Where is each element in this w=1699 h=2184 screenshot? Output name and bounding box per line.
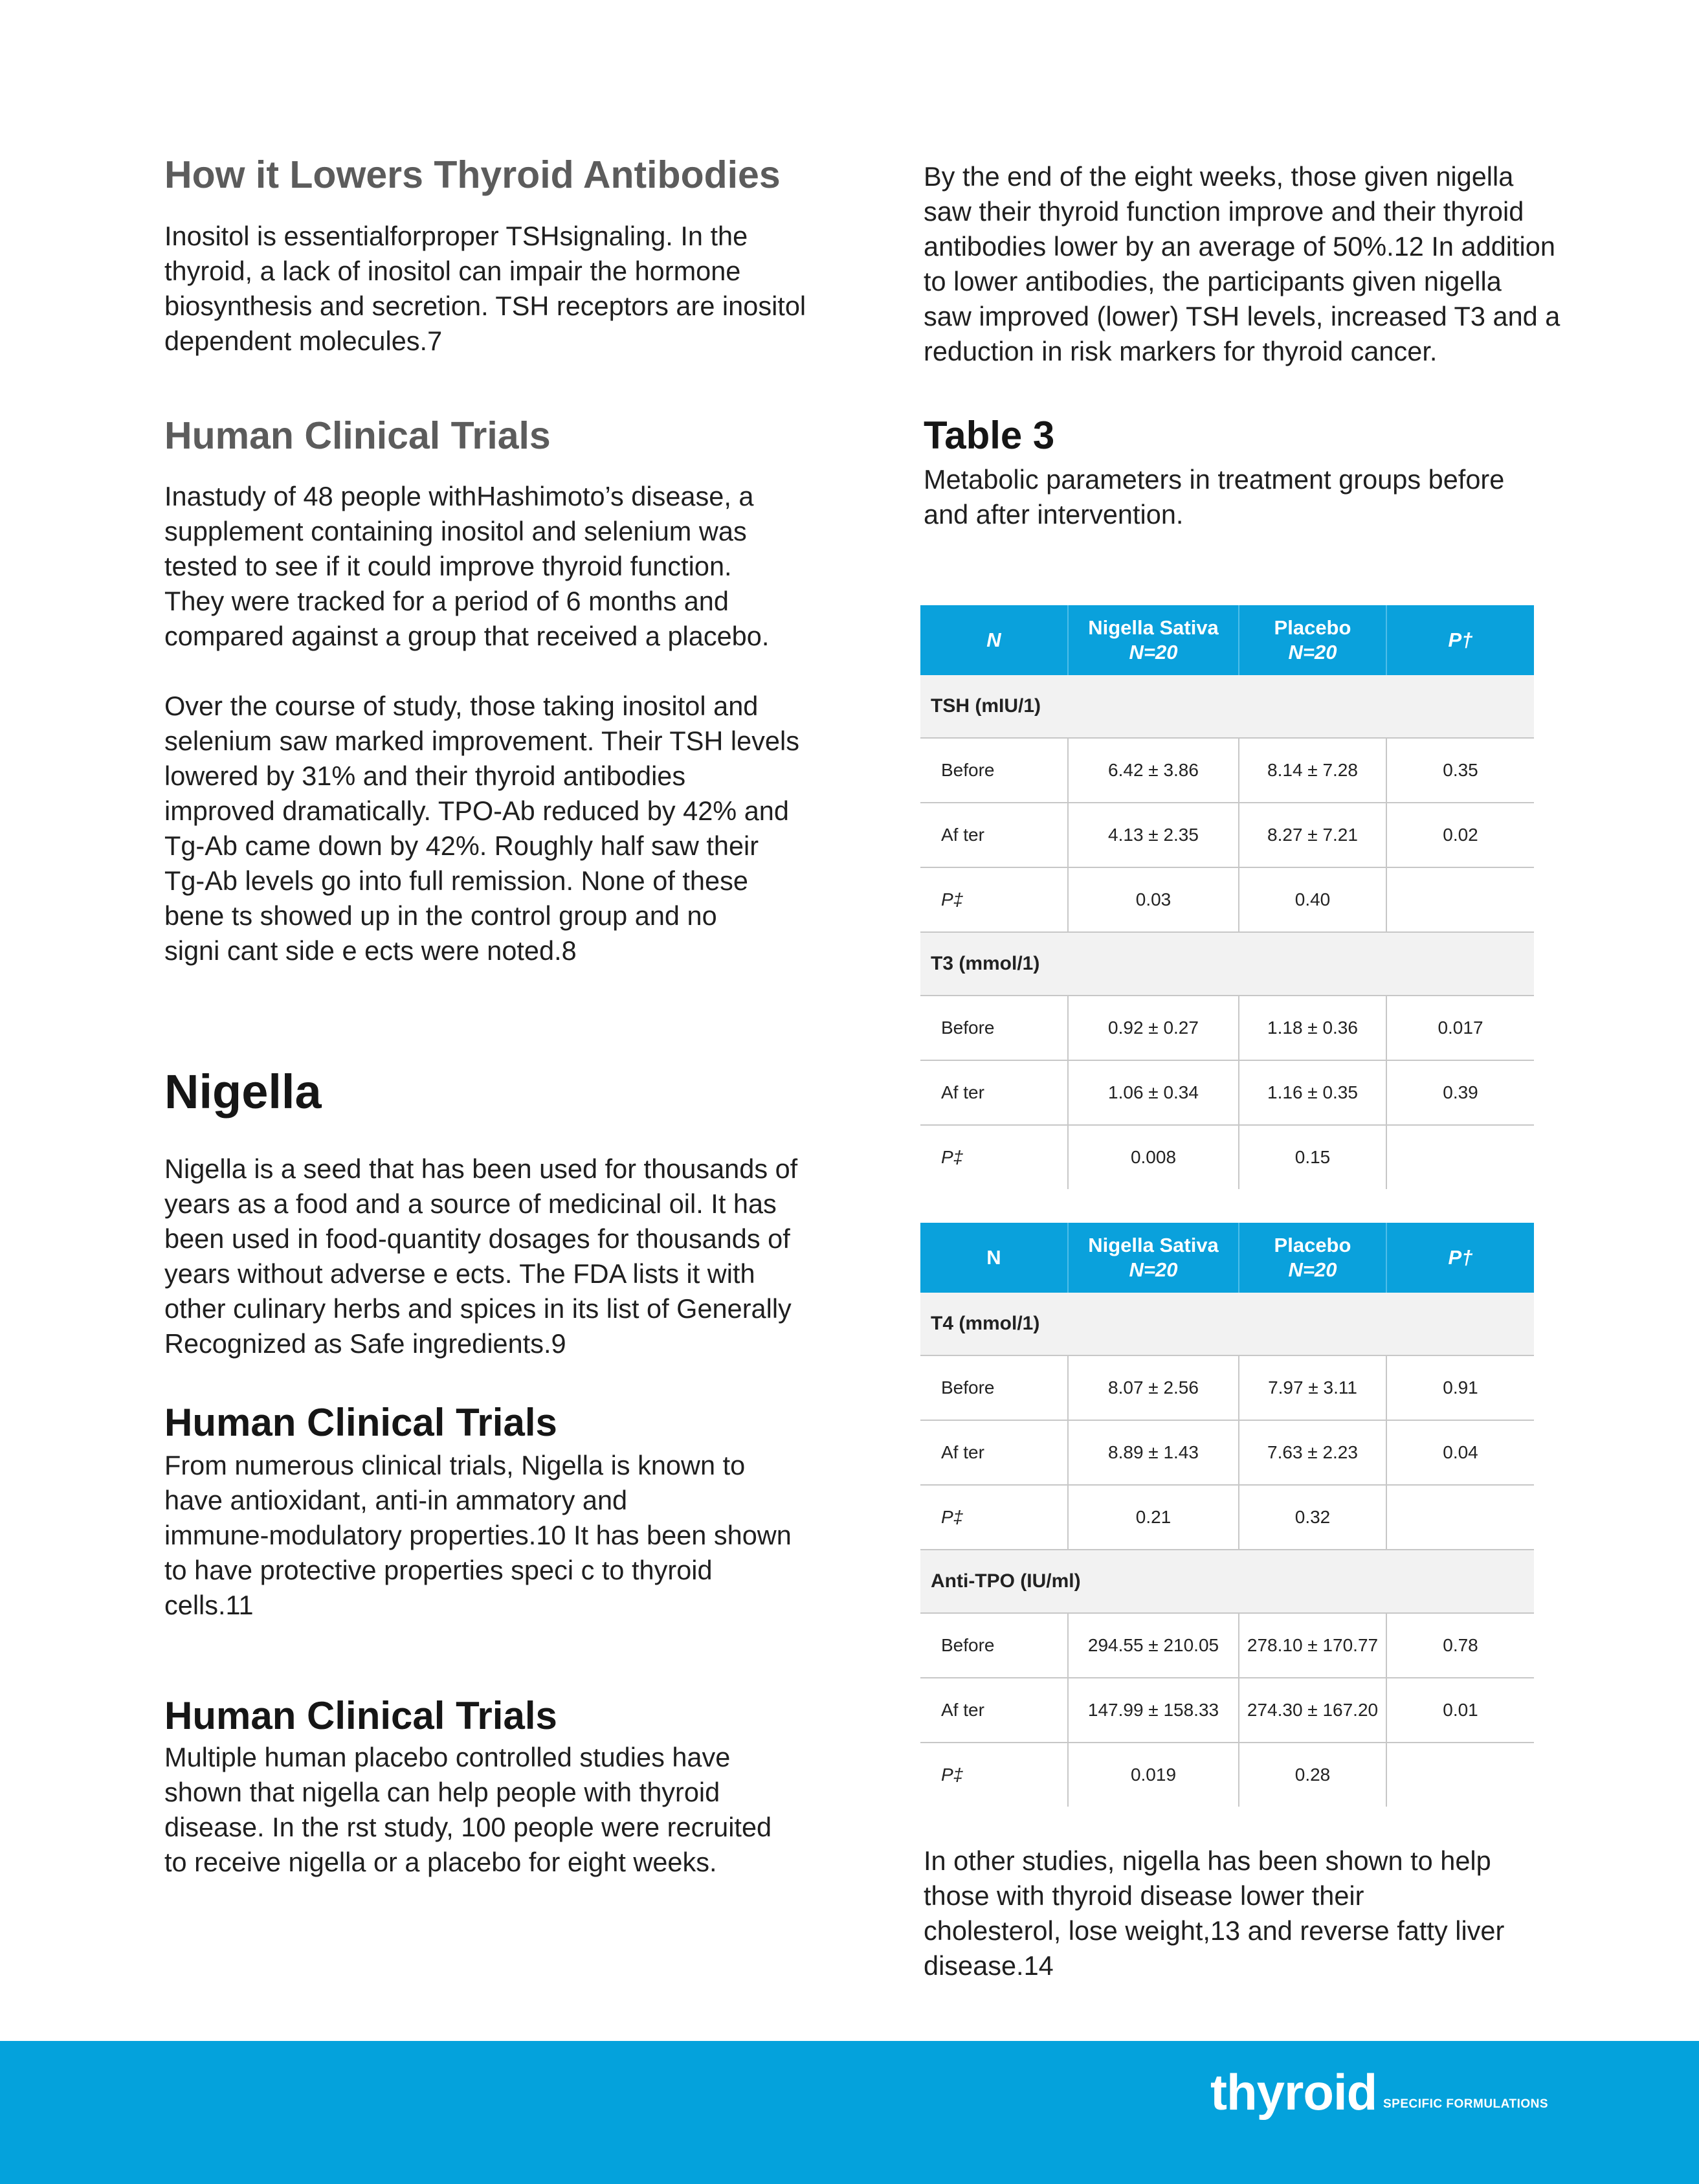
header-n: N	[920, 605, 1068, 675]
paragraph-nigella-properties: From numerous clinical trials, Nigella is known to have antioxidant, anti-in ammatory and immune-modulatory properties.10 It has been shown to have protective properties speci c to thyroid cells.11	[164, 1450, 792, 1620]
table-row: Before 294.55 ± 210.05 278.10 ± 170.77 0.78	[920, 1613, 1534, 1678]
table-row: Af ter 4.13 ± 2.35 8.27 ± 7.21 0.02	[920, 803, 1534, 867]
table-row: Af ter 1.06 ± 0.34 1.16 ± 0.35 0.39	[920, 1060, 1534, 1125]
table-title: Table 3	[924, 414, 1055, 457]
brand-tagline: SPECIFIC FORMULATIONS	[1383, 2097, 1549, 2111]
header-p: P†	[1386, 605, 1534, 675]
header-nigella: Nigella Sativa N=20	[1068, 605, 1239, 675]
header-placebo: Placebo N=20	[1239, 1223, 1386, 1293]
table-row: Before 0.92 ± 0.27 1.18 ± 0.36 0.017	[920, 996, 1534, 1060]
table-caption: Metabolic parameters in treatment groups before and after intervention.	[924, 464, 1505, 529]
section-row-tsh: TSH (mIU/1)	[920, 675, 1534, 738]
paragraph-eight-week-results: By the end of the eight weeks, those given nigella saw their thyroid function improve and their thyroid antibodies lower by an average of 50%.12 In addition to lower antibodies, the participants given nigella saw improved (lower) TSH levels, increased T3 and a reduction in risk markers for thyroid cancer.	[924, 161, 1560, 366]
nigella-clinical-trials-heading-1: Human Clinical Trials	[164, 1401, 557, 1444]
paragraph-nigella-intro: Nigella is a seed that has been used for thousands of years as a food and a source of medicinal oil. It has been used in food-quantity dosages for thousands of years without adverse e ects. The FDA lists it with other culinary herbs and spices in its list of Generally Recognized as Safe ingredients.9	[164, 1153, 798, 1359]
table-row: P‡ 0.03 0.40	[920, 867, 1534, 932]
table-row: P‡ 0.019 0.28	[920, 1743, 1534, 1807]
table-header-row	[920, 1223, 1534, 1293]
header-p: P†	[1386, 1223, 1534, 1293]
header-n: N	[920, 1223, 1068, 1293]
table-row: Before 6.42 ± 3.86 8.14 ± 7.28 0.35	[920, 738, 1534, 803]
table-row: Af ter 147.99 ± 158.33 274.30 ± 167.20 0.01	[920, 1678, 1534, 1743]
brand-logo: thyroid	[1210, 2064, 1377, 2121]
metabolic-table-1	[920, 605, 1534, 1189]
section-heading-clinical-trials: Human Clinical Trials	[164, 414, 551, 457]
footer-bar	[0, 2041, 1699, 2184]
paragraph-placebo-studies: Multiple human placebo controlled studies have shown that nigella can help people with thyroid disease. In the rst study, 100 people were recruited to receive nigella or a placebo for eight weeks.	[164, 1742, 772, 1877]
paragraph-other-studies: In other studies, nigella has been shown to help those with thyroid disease lower their cholesterol, lose weight,13 and reverse fatty liver disease.14	[924, 1845, 1505, 1981]
header-placebo: Placebo N=20	[1239, 605, 1386, 675]
section-heading-antibodies: How it Lowers Thyroid Antibodies	[164, 153, 781, 196]
table-row: Before 8.07 ± 2.56 7.97 ± 3.11 0.91	[920, 1355, 1534, 1420]
table-header-row	[920, 605, 1534, 675]
nigella-clinical-trials-heading-2: Human Clinical Trials	[164, 1694, 557, 1737]
paragraph-inositol: Inositol is essentialforproper TSHsignaling. In the thyroid, a lack of inositol can impair the hormone biosynthesis and secretion. TSH receptors are inositol dependent molecules.7	[164, 221, 806, 356]
paragraph-hashimoto-study: Inastudy of 48 people withHashimoto’s disease, a supplement containing inositol and selenium was tested to see if it could improve thyroid function. They were tracked for a period of 6 months and compared against a group that received a placebo.	[164, 481, 770, 651]
table-row: P‡ 0.21 0.32	[920, 1485, 1534, 1550]
paragraph-study-results: Over the course of study, those taking inositol and selenium saw marked improvement. Their TSH levels lowered by 31% and their thyroid antibodies improved dramatically. TPO-Ab reduced by 42% and Tg-Ab came down by 42%. Roughly half saw their Tg-Ab levels go into full remission. None of these bene ts showed up in the control group and no signi cant side e ects were noted.8	[164, 691, 799, 966]
header-nigella: Nigella Sativa N=20	[1068, 1223, 1239, 1293]
nigella-heading: Nigella	[164, 1065, 322, 1119]
metabolic-table-2	[920, 1223, 1534, 1807]
section-row-anti-tpo: Anti-TPO (IU/ml)	[920, 1550, 1534, 1613]
section-row-t3: T3 (mmol/1)	[920, 932, 1534, 996]
table-row: Af ter 8.89 ± 1.43 7.63 ± 2.23 0.04	[920, 1420, 1534, 1485]
table-row: P‡ 0.008 0.15	[920, 1125, 1534, 1189]
section-row-t4: T4 (mmol/1)	[920, 1293, 1534, 1355]
